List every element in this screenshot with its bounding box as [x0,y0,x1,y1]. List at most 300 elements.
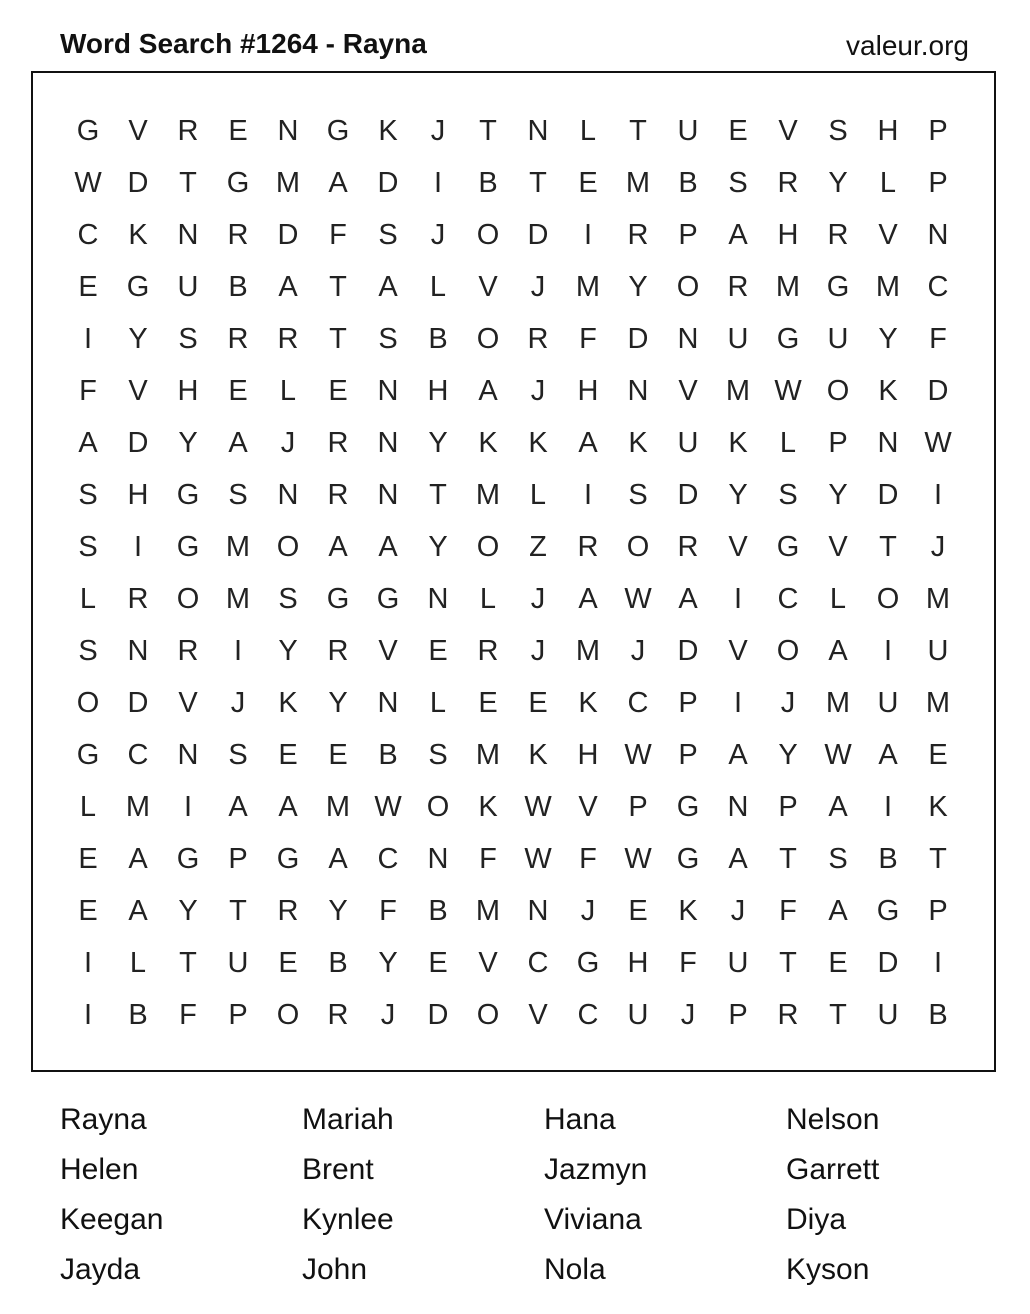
grid-letter: O [426,790,450,823]
grid-letter: N [177,738,199,771]
grid-letter: R [277,894,299,927]
grid-letter: W [824,738,852,771]
grid-letter: C [577,998,599,1031]
grid-letter: B [328,946,348,979]
grid-letter: E [278,946,298,979]
grid-letter: U [677,426,699,459]
grid-letter: Y [378,946,398,979]
grid-letter: G [776,322,800,355]
grid-letter: F [79,374,97,407]
grid-letter: A [228,426,248,459]
grid-letter: P [678,738,698,771]
grid-letter: V [678,374,698,407]
grid-letter: J [530,270,546,303]
grid-letter: D [127,686,149,719]
grid-letter: V [178,686,198,719]
grid-letter: H [577,374,599,407]
grid-letter: Y [828,478,848,511]
grid-letter: R [277,322,299,355]
grid-letter: S [728,166,748,199]
grid-letter: I [83,946,93,979]
grid-letter: V [878,218,898,251]
grid-letter: R [527,322,549,355]
grid-letter: H [777,218,799,251]
grid-letter: M [225,582,251,615]
grid-letter: A [678,582,698,615]
grid-letter: E [478,686,498,719]
grid-letter: E [328,738,348,771]
grid-letter: P [228,842,248,875]
grid-letter: S [378,322,398,355]
grid-letter: P [678,218,698,251]
grid-letter: R [477,634,499,667]
grid-letter: D [127,166,149,199]
grid-letter: I [883,634,893,667]
grid-letter: W [374,790,402,823]
grid-letter: U [627,998,649,1031]
grid-letter: W [524,842,552,875]
grid-letter: R [727,270,749,303]
grid-letter: K [278,686,298,719]
grid-letter: N [177,218,199,251]
grid-letter: J [530,374,546,407]
grid-letter: E [78,270,98,303]
grid-letter: U [827,322,849,355]
grid-letter: V [128,114,148,147]
grid-letter: O [826,374,850,407]
grid-letter: E [628,894,648,927]
grid-letter: N [927,218,949,251]
grid-letter: I [933,946,943,979]
grid-letter: R [777,998,799,1031]
grid-letter: N [427,582,449,615]
grid-letter: Y [828,166,848,199]
grid-letter: J [780,686,796,719]
grid-letter: M [575,270,601,303]
grid-letter: K [378,114,398,147]
grid-letter: H [427,374,449,407]
grid-letter: T [779,946,797,979]
grid-letter: D [877,946,899,979]
grid-letter: M [925,582,951,615]
word-list-item: Kynlee [302,1203,394,1236]
grid-letter: O [76,686,100,719]
grid-letter: R [127,582,149,615]
grid-letter: A [578,582,598,615]
grid-letter: S [228,478,248,511]
word-list-item: Garrett [786,1153,880,1186]
word-list [60,1097,1030,1297]
grid-letter: L [579,114,597,147]
grid-letter: A [728,842,748,875]
grid-letter: P [928,166,948,199]
grid-letter: T [329,322,347,355]
grid-letter: U [927,634,949,667]
grid-letter: O [476,218,500,251]
grid-letter: M [925,686,951,719]
grid-letter: U [877,998,899,1031]
grid-letter: D [277,218,299,251]
grid-letter: A [328,530,348,563]
grid-letter: Z [529,530,547,563]
grid-letter: E [278,738,298,771]
word-list-item: Brent [302,1153,374,1186]
grid-letter: E [428,634,448,667]
grid-letter: T [779,842,797,875]
grid-letter: G [826,270,850,303]
grid-letter: M [325,790,351,823]
grid-letter: M [775,270,801,303]
word-list-item: Viviana [544,1203,642,1236]
grid-letter: W [624,582,652,615]
grid-letter: O [176,582,200,615]
grid-letter: F [579,842,597,875]
grid-letter: R [327,426,349,459]
grid-letter: Y [628,270,648,303]
grid-letter: F [379,894,397,927]
grid-letter: B [128,998,148,1031]
grid-letter: L [129,946,147,979]
grid-letter: R [327,998,349,1031]
grid-letter: E [78,894,98,927]
grid-letter: J [430,218,446,251]
grid-letter: A [328,842,348,875]
grid-letter: I [83,322,93,355]
grid-letter: G [126,270,150,303]
grid-letter: G [876,894,900,927]
grid-letter: K [528,738,548,771]
grid-letter: N [127,634,149,667]
grid-letter: O [626,530,650,563]
grid-letter: B [478,166,498,199]
grid-letter: G [776,530,800,563]
grid-letter: I [733,686,743,719]
grid-letter: H [877,114,899,147]
grid-letter: K [478,426,498,459]
word-list-item: Keegan [60,1203,164,1236]
grid-letter: N [727,790,749,823]
grid-letter: M [475,738,501,771]
grid-letter: P [628,790,648,823]
grid-letter: W [774,374,802,407]
grid-letter: J [580,894,596,927]
grid-letter: E [228,114,248,147]
grid-letter: J [680,998,696,1031]
grid-letter: U [877,686,899,719]
grid-letter: N [277,478,299,511]
puzzle-title: Word Search #1264 - Rayna [60,28,427,59]
grid-letter: S [428,738,448,771]
grid-letter: N [627,374,649,407]
word-list-item: Hana [544,1103,616,1136]
grid-letter: T [529,166,547,199]
grid-letter: O [276,998,300,1031]
grid-letter: G [676,842,700,875]
letter-grid [63,105,963,1041]
grid-letter: A [728,218,748,251]
grid-letter: C [927,270,949,303]
grid-letter: N [377,686,399,719]
grid-letter: K [478,790,498,823]
grid-letter: A [378,530,398,563]
grid-letter: L [879,166,897,199]
word-list-item: Rayna [60,1103,147,1136]
grid-letter: V [778,114,798,147]
grid-letter: I [83,998,93,1031]
grid-letter: A [878,738,898,771]
grid-letter: R [327,478,349,511]
grid-letter: L [779,426,797,459]
grid-letter: M [725,374,751,407]
grid-letter: Y [278,634,298,667]
grid-letter: S [828,842,848,875]
word-list-item: Mariah [302,1103,394,1136]
grid-letter: O [676,270,700,303]
grid-letter: A [378,270,398,303]
word-list-item: Helen [60,1153,139,1186]
grid-letter: Y [728,478,748,511]
grid-letter: O [876,582,900,615]
grid-letter: L [479,582,497,615]
grid-letter: V [528,998,548,1031]
grid-letter: O [476,322,500,355]
grid-letter: P [678,686,698,719]
grid-letter: F [329,218,347,251]
grid-letter: M [125,790,151,823]
grid-letter: G [376,582,400,615]
grid-letter: J [530,634,546,667]
grid-letter: G [176,478,200,511]
grid-letter: S [278,582,298,615]
grid-letter: Y [178,894,198,927]
grid-letter: L [279,374,297,407]
grid-letter: A [478,374,498,407]
grid-letter: J [280,426,296,459]
grid-letter: R [177,634,199,667]
grid-letter: K [728,426,748,459]
grid-letter: F [679,946,697,979]
grid-letter: I [883,790,893,823]
grid-letter: O [476,998,500,1031]
grid-letter: T [929,842,947,875]
grid-letter: M [825,686,851,719]
grid-letter: J [530,582,546,615]
grid-letter: D [677,478,699,511]
grid-letter: R [227,218,249,251]
grid-letter: V [728,530,748,563]
grid-letter: A [228,790,248,823]
grid-letter: J [230,686,246,719]
grid-letter: B [428,322,448,355]
grid-letter: L [529,478,547,511]
grid-letter: S [228,738,248,771]
grid-letter: B [878,842,898,875]
grid-letter: S [628,478,648,511]
word-list-item: John [302,1253,368,1286]
word-list-item: Jazmyn [544,1153,648,1186]
grid-letter: O [276,530,300,563]
grid-letter: A [828,634,848,667]
grid-letter: C [777,582,799,615]
grid-letter: E [528,686,548,719]
grid-letter: G [76,114,100,147]
grid-letter: I [583,478,593,511]
grid-letter: H [127,478,149,511]
grid-letter: C [77,218,99,251]
grid-letter: V [478,946,498,979]
grid-letter: I [133,530,143,563]
grid-letter: W [524,790,552,823]
grid-letter: R [627,218,649,251]
grid-letter: T [479,114,497,147]
grid-letter: F [929,322,947,355]
grid-letter: Y [428,426,448,459]
grid-letter: Y [778,738,798,771]
grid-letter: E [928,738,948,771]
grid-letter: M [225,530,251,563]
grid-letter: G [276,842,300,875]
grid-letter: A [328,166,348,199]
grid-letter: L [829,582,847,615]
grid-letter: S [78,634,98,667]
grid-letter: A [128,842,148,875]
grid-letter: R [777,166,799,199]
grid-letter: E [428,946,448,979]
grid-letter: N [377,374,399,407]
grid-letter: G [176,530,200,563]
grid-letter: S [78,530,98,563]
grid-letter: G [576,946,600,979]
grid-letter: J [930,530,946,563]
grid-letter: C [377,842,399,875]
grid-letter: G [326,582,350,615]
grid-letter: A [278,270,298,303]
grid-letter: T [229,894,247,927]
grid-letter: A [578,426,598,459]
grid-letter: I [183,790,193,823]
grid-letter: U [227,946,249,979]
grid-letter: T [879,530,897,563]
grid-letter: D [677,634,699,667]
grid-letter: R [577,530,599,563]
grid-letter: K [928,790,948,823]
grid-letter: Y [878,322,898,355]
grid-letter: I [583,218,593,251]
grid-letter: Y [178,426,198,459]
grid-letter: V [828,530,848,563]
grid-letter: A [728,738,748,771]
grid-letter: R [177,114,199,147]
grid-letter: U [677,114,699,147]
grid-letter: L [429,686,447,719]
grid-letter: C [527,946,549,979]
grid-letter: G [676,790,700,823]
grid-letter: O [776,634,800,667]
grid-letter: N [527,114,549,147]
grid-letter: E [228,374,248,407]
grid-letter: N [277,114,299,147]
grid-letter: O [476,530,500,563]
grid-letter: R [227,322,249,355]
grid-letter: K [628,426,648,459]
grid-letter: P [928,894,948,927]
grid-letter: S [778,478,798,511]
grid-letter: Y [328,686,348,719]
grid-letter: N [377,426,399,459]
grid-letter: J [630,634,646,667]
grid-letter: B [678,166,698,199]
grid-letter: D [377,166,399,199]
grid-letter: N [677,322,699,355]
grid-letter: E [578,166,598,199]
grid-letter: G [176,842,200,875]
grid-letter: K [578,686,598,719]
grid-letter: V [578,790,598,823]
grid-letter: V [728,634,748,667]
grid-letter: F [579,322,597,355]
grid-letter: P [228,998,248,1031]
grid-letter: G [226,166,250,199]
grid-letter: A [828,894,848,927]
grid-letter: A [828,790,848,823]
grid-letter: M [275,166,301,199]
site-name: valeur.org [846,30,969,61]
grid-letter: D [427,998,449,1031]
grid-letter: H [627,946,649,979]
grid-letter: I [233,634,243,667]
grid-letter: F [479,842,497,875]
grid-letter: R [827,218,849,251]
grid-letter: B [378,738,398,771]
grid-letter: D [877,478,899,511]
grid-letter: I [433,166,443,199]
grid-letter: G [76,738,100,771]
word-list-item: Diya [786,1203,847,1236]
grid-letter: K [128,218,148,251]
grid-letter: T [429,478,447,511]
grid-letter: D [527,218,549,251]
word-list-item: Kyson [786,1253,870,1286]
grid-letter: M [475,894,501,927]
grid-letter: Y [128,322,148,355]
grid-letter: N [877,426,899,459]
grid-letter: G [326,114,350,147]
grid-letter: T [829,998,847,1031]
grid-letter: U [727,322,749,355]
grid-letter: I [933,478,943,511]
grid-letter: A [278,790,298,823]
grid-letter: T [329,270,347,303]
grid-letter: T [179,946,197,979]
grid-letter: P [728,998,748,1031]
grid-letter: D [927,374,949,407]
grid-letter: D [627,322,649,355]
grid-letter: F [179,998,197,1031]
grid-letter: J [380,998,396,1031]
grid-letter: M [475,478,501,511]
grid-letter: N [377,478,399,511]
grid-letter: V [378,634,398,667]
grid-letter: J [730,894,746,927]
grid-letter: W [924,426,952,459]
grid-letter: Y [328,894,348,927]
grid-letter: N [527,894,549,927]
grid-letter: A [128,894,148,927]
grid-letter: M [625,166,651,199]
grid-letter: S [378,218,398,251]
grid-letter: W [74,166,102,199]
grid-letter: F [779,894,797,927]
